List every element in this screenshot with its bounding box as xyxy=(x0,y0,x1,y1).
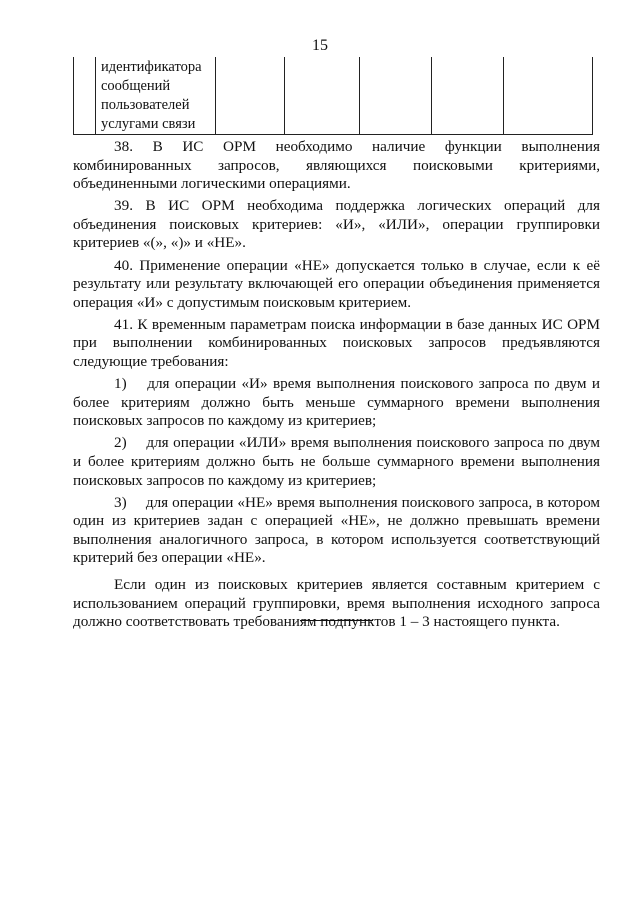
table-cell-empty xyxy=(432,57,504,135)
table-cell-empty xyxy=(216,57,285,135)
subitem-3: 3) для операции «НЕ» время выполнения поискового запроса, в котором один из критериев задан с операцией «НЕ», не должно превышать времени выполнения аналогичного запроса, в котором используется соответствующий критерий без операции «НЕ». xyxy=(73,493,600,567)
table-cell-empty xyxy=(74,57,96,135)
subitem-2: 2) для операции «ИЛИ» время выполнения поискового запроса по двум и более критериям должно быть не больше суммарного времени выполнения поисковых запросов по каждому из критериев; xyxy=(73,434,600,489)
document-body xyxy=(73,138,600,635)
paragraph-40: 40. Применение операции «НЕ» допускается только в случае, если к её результату или результату включающей его операции объединения применяется операция «И» с допустимым поисковым критерием. xyxy=(73,256,600,311)
page-number: 15 xyxy=(312,37,328,54)
closing-paragraph: Если один из поисковых критериев является составным критерием с использованием операций группировки, время выполнения исходного запроса должно соответствовать требованиям подпунктов 1 – 3 настоящего пункта. xyxy=(73,576,600,631)
paragraph-41: 41. К временным параметрам поиска информации в базе данных ИС ОРМ при выполнении комбинированных поисковых запросов предъявляются следующие требования: xyxy=(73,315,600,371)
table-cell-line: услугами связи xyxy=(101,116,196,132)
table-cell-line: пользователей xyxy=(101,97,190,113)
table-cell-text xyxy=(96,57,216,135)
table-cell-line: идентификатора xyxy=(101,59,202,75)
continuation-table xyxy=(73,57,593,135)
table-row xyxy=(74,57,593,135)
paragraph-38: 38. В ИС ОРМ необходимо наличие функции выполнения комбинированных запросов, являющихся поисковыми критериями, объединенными логическими операциями. xyxy=(73,138,600,193)
table-cell-line: сообщений xyxy=(101,78,171,94)
end-rule xyxy=(300,620,373,621)
table-cell-empty xyxy=(285,57,360,135)
table-cell-empty xyxy=(360,57,432,135)
paragraph-39: 39. В ИС ОРМ необходима поддержка логических операций для объединения поисковых критериев: «И», «ИЛИ», операции группировки критериев «(», «)» и «НЕ». xyxy=(73,197,600,252)
table-cell-empty xyxy=(504,57,593,135)
subitem-1: 1) для операции «И» время выполнения поискового запроса по двум и более критериям должно быть меньше суммарного времени выполнения поисковых запросов по каждому из критериев; xyxy=(73,375,600,430)
